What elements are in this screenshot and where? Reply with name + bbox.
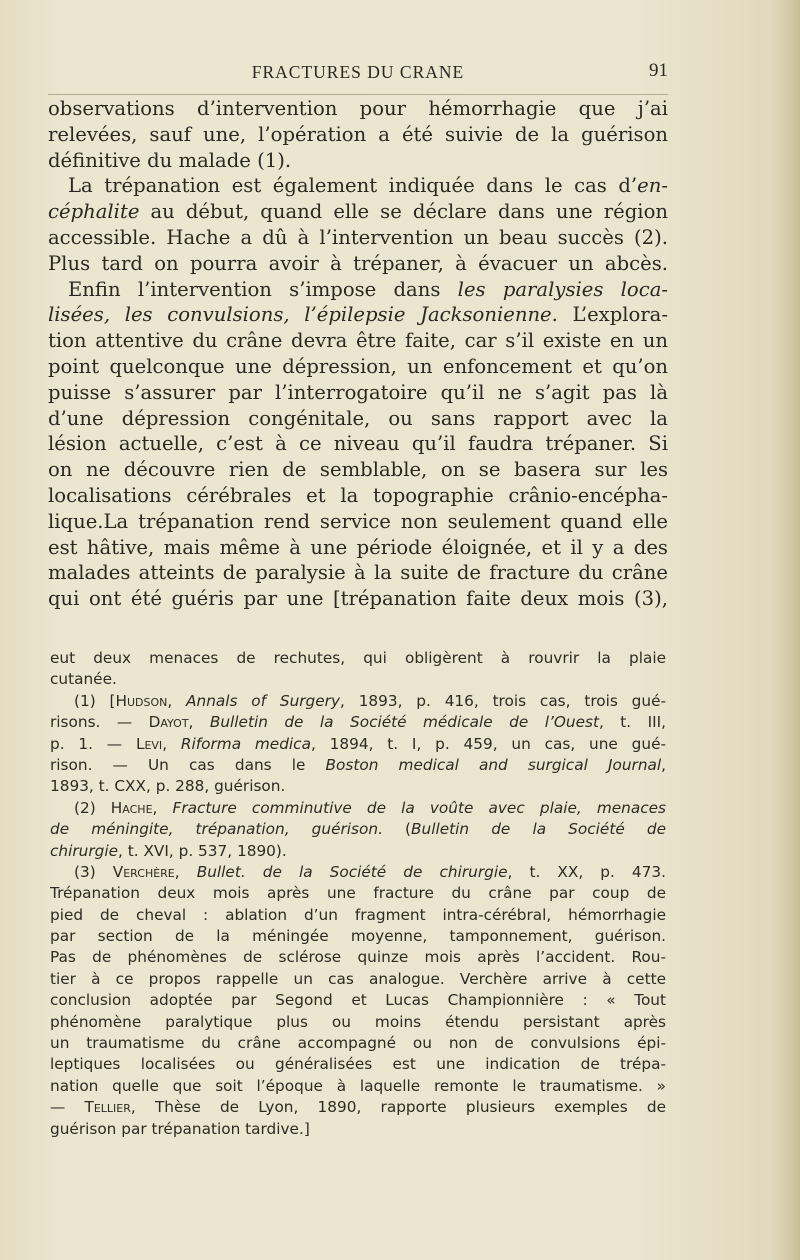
body-line: définitive du malade (1). — [48, 148, 292, 172]
body-line: céphalite au début, quand elle se déclare dans une région — [48, 200, 668, 224]
body-line: on ne découvre rien de semblable, on se basera sur les — [48, 458, 668, 482]
footnote-line: rison. — Un cas dans le Boston medical and surgical Journal, — [50, 755, 667, 774]
page-number: 91 — [649, 60, 668, 81]
footnote-line: conclusion adoptée par Segond et Lucas Championnière : « Tout — [50, 991, 666, 1010]
body-line: lisées, les convulsions, l’épilepsie Jacksonienne. L’explora- — [48, 303, 668, 327]
body-line: localisations cérébrales et la topographie crânio-encépha- — [48, 483, 668, 507]
body-line: d’une dépression congénitale, ou sans rapport avec la — [48, 406, 668, 430]
body-line: lésion actuelle, c’est à ce niveau qu’il faudra trépaner. Si — [48, 432, 668, 456]
footnote-line: eut deux menaces de rechutes, qui obligèrent à rouvrir la plaie — [50, 649, 666, 667]
footnote-line: pied de cheval : ablation d’un fragment intra-cérébral, hémorrhagie — [50, 905, 666, 924]
footnote-line: tier à ce propos rappelle un cas analogue. Verchère arrive à cette — [50, 969, 666, 988]
running-head-title: FRACTURES DU CRANE — [251, 62, 465, 82]
running-head — [48, 58, 668, 88]
footnote-line: (2) Hache, Fracture comminutive de la voûte avec plaie, menaces — [74, 798, 667, 817]
footnotes — [50, 648, 666, 1140]
header-rule — [48, 94, 668, 95]
body-line: relevées, sauf une, l’opération a été suivie de la guérison — [48, 122, 668, 146]
footnote-line: (3) Verchère, Bullet. de la Société de chirurgie, t. XX, p. 473. — [74, 862, 666, 881]
body-line: tion attentive du crâne devra être faite, car s’il existe en un — [48, 329, 668, 353]
body-line: point quelconque une dépression, un enfoncement et qu’on — [48, 354, 668, 378]
footnote-line: (1) [Hudson, Annals of Surgery, 1893, p. 416, trois cas, trois gué- — [74, 691, 667, 710]
footnote-line: 1893, t. CXX, p. 288, guérison. — [50, 777, 286, 796]
body-line: La trépanation est également indiquée dans le cas d’en- — [68, 174, 668, 198]
body-line: Enfin l’intervention s’impose dans les paralysies loca- — [68, 277, 668, 301]
footnote-line: — Tellier, Thèse de Lyon, 1890, rapporte plusieurs exemples de — [50, 1098, 666, 1117]
footnote-line: p. 1. — Levi, Riforma medica, 1894, t. I, p. 459, un cas, une gué- — [50, 734, 666, 753]
footnote-line: Pas de phénomènes de sclérose quinze mois après l’accident. Rou- — [50, 948, 666, 967]
footnote-line: un traumatisme du crâne accompagné ou non de convulsions épi- — [50, 1034, 666, 1053]
footnote-line: risons. — Dayot, Bulletin de la Société médicale de l’Ouest, t. III, — [50, 713, 666, 732]
footnote-line: cutanée. — [50, 670, 117, 689]
body-line: lique.La trépanation rend service non seulement quand elle — [48, 509, 668, 533]
body-line: Plus tard on pourra avoir à trépaner, à évacuer un abcès. — [48, 251, 668, 275]
footnote-line: nation quelle que soit l’époque à laquelle remonte le traumatisme. » — [50, 1076, 666, 1095]
footnote-line: par section de la méningée moyenne, tamponnement, guérison. — [50, 927, 666, 946]
body-line: est hâtive, mais même à une période éloignée, et il y a des — [48, 535, 668, 559]
footnote-line: phénomène paralytique plus ou moins étendu persistant après — [50, 1012, 666, 1031]
page-edge-shadow — [770, 0, 800, 1260]
main-text — [48, 96, 668, 612]
body-line: observations d’intervention pour hémorrhagie que j’ai — [48, 97, 668, 120]
body-line: malades atteints de paralysie à la suite de fracture du crâne — [48, 561, 668, 585]
body-line: qui ont été guéris par une [trépanation faite deux mois (3), — [48, 587, 668, 611]
footnote-line: chirurgie, t. XVI, p. 537, 1890). — [50, 841, 287, 860]
body-line: accessible. Hache a dû à l’intervention un beau succès (2). — [48, 225, 668, 249]
footnote-line: leptiques localisées ou généralisées est une indication de trépa- — [50, 1055, 666, 1074]
footnote-line: de méningite, trépanation, guérison. (Bulletin de la Société de — [50, 820, 666, 839]
footnote-line: guérison par trépanation tardive.] — [50, 1119, 310, 1138]
body-line: puisse s’assurer par l’interrogatoire qu’il ne s’agit pas là — [48, 380, 668, 404]
footnote-line: Trépanation deux mois après une fracture du crâne par coup de — [50, 884, 666, 903]
